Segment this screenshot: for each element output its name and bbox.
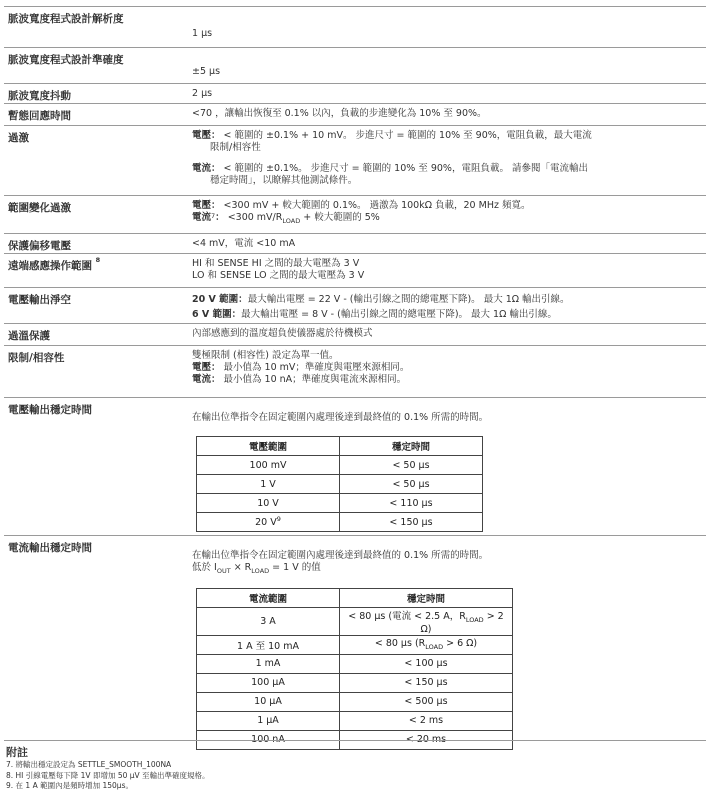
current-key: 電流： [192, 163, 221, 174]
current-text: <300 mV/R [224, 212, 283, 223]
load-subscript: LOAD [282, 216, 301, 225]
footnotes-title: 附註 [6, 746, 28, 759]
table-cell: < 500 µs [340, 692, 513, 711]
table-cell: < 150 µs [340, 513, 483, 532]
spec-row-pulse-width-jitter [4, 83, 706, 104]
current-text: < 範圍的 ±0.1%。 步進尺寸 = 範圍的 10% 至 90%，電阻負載。 請參閱「電流輸出 [220, 163, 588, 174]
spec-label [8, 258, 100, 273]
range-text: 最大輸出電壓 = 8 V - (輸出引線之間的總電壓下降)。 最大 1Ω 輸出引線。 [241, 309, 557, 320]
spec-label: 暫態回應時間 [8, 110, 71, 122]
table-row [197, 608, 513, 636]
cell-text: < 80 µs (R [374, 638, 426, 650]
spec-value [192, 200, 530, 227]
spec-value: 1 µs [192, 28, 213, 39]
range-key: 6 V 範圍： [192, 309, 242, 320]
table-cell: < 50 µs [340, 456, 483, 475]
voltage-text: < 範圍的 ±0.1% + 10 mV。 步進尺寸 = 範圍的 10% 至 90%，電阻負載，最大電流 [220, 130, 592, 141]
current-text: 最小值為 10 nA；準確度與電流來源相同。 [220, 374, 407, 385]
spec-value: 內部感應到的溫度超負使儀器處於待機模式 [192, 328, 373, 339]
spec-value [192, 258, 364, 282]
voltage-text-cont: 限制/相容性 [210, 142, 261, 153]
spec-label: 脈波寬度程式設計解析度 [8, 13, 124, 25]
table-row [197, 711, 513, 730]
footnote-item: 8. HI 引線電壓每下降 1V 即增加 50 µV 至輸出準確度規格。 [6, 770, 210, 780]
spec-row-pulse-width-accuracy [4, 47, 706, 84]
footnote-item: 7. 將輸出穩定設定為 SETTLE_SMOOTH_100NA [6, 760, 172, 769]
cell-text: > 6 Ω) [443, 638, 478, 650]
table-cell [197, 513, 340, 532]
voltage-key: 電壓： [192, 362, 221, 373]
spec-label: 過溫保護 [8, 330, 50, 342]
table-cell: 3 A [197, 608, 340, 636]
cond-text: = 1 V 的值 [269, 562, 321, 573]
footnote-ref: 7 [211, 212, 216, 220]
spec-label-text: 遠端感應操作範圍 [8, 260, 92, 272]
spec-row-voltage-headroom [4, 287, 706, 324]
spec-label: 電流輸出穩定時間 [8, 542, 92, 554]
table-cell [340, 608, 513, 636]
spec-value: <4 mV，電流 <10 mA [192, 238, 296, 249]
spec-value: <70 ，讓輸出恢復至 0.1% 以內，負載的步進變化為 10% 至 90%。 [192, 108, 487, 119]
footnote-ref: 8 [95, 256, 101, 264]
table-cell: 1 V [197, 475, 340, 494]
column-header: 穩定時間 [340, 589, 513, 608]
divider [4, 740, 706, 741]
spec-value [192, 130, 592, 187]
footnotes [6, 744, 210, 792]
table-cell [340, 635, 513, 654]
spec-line: 雙極限制 (相容性) 設定為單一值。 [192, 350, 339, 361]
spec-row-guard-offset [4, 233, 706, 254]
load-subscript: LOAD [425, 643, 444, 652]
footnote-item: 9. 在 1 A 範圍內是頻時增加 150µs。 [6, 781, 133, 790]
voltage-text: <300 mV + 較大範圍的 0.1%。 過激為 100kΩ 負載，20 MHz 頻寬。 [220, 200, 531, 211]
cell-text: > 2 Ω) [420, 611, 504, 635]
table-cell: < 50 µs [340, 475, 483, 494]
spec-value [192, 292, 570, 322]
table-cell: 1 mA [197, 654, 340, 673]
range-text: 最大輸出電壓 = 22 V - (輸出引線之間的總電壓下降)。 最大 1Ω 輸出引線。 [247, 294, 570, 305]
spec-row-overshoot [4, 125, 706, 196]
spec-row-range-change-overshoot [4, 195, 706, 234]
table-header-row [197, 589, 513, 608]
table-cell: 100 µA [197, 673, 340, 692]
column-header: 電壓範圍 [197, 437, 340, 456]
current-text-cont: 穩定時間」，以瞭解其他測試條件。 [210, 175, 358, 186]
table-cell: < 150 µs [340, 673, 513, 692]
cell-text: < 80 µs (電流 < 2.5 A，R [348, 611, 466, 622]
current-key: 電流 [192, 212, 212, 223]
spec-value: 2 µs [192, 88, 213, 99]
column-header: 電流範圍 [197, 589, 340, 608]
load-subscript: LOAD [251, 566, 270, 575]
table-row [197, 494, 483, 513]
spec-row-current-settling [4, 535, 706, 746]
spec-row-limit-compliance [4, 345, 706, 398]
table-row [197, 692, 513, 711]
spec-label: 範圍變化過激 [8, 202, 71, 214]
cond-text: 低於 I [192, 562, 217, 573]
footnote-ref: 9 [276, 514, 281, 523]
spec-label: 過激 [8, 132, 29, 144]
description-line: 在輸出位準指令在固定範圍內處理後達到最終值的 0.1% 所需的時間。 [192, 550, 489, 561]
current-key: 電流： [192, 374, 221, 385]
spec-value [192, 350, 409, 386]
table-header-row [197, 437, 483, 456]
settling-description: 在輸出位準指令在固定範圍內處理後達到最終值的 0.1% 所需的時間。 [192, 412, 489, 423]
table-row [197, 456, 483, 475]
spec-row-pulse-width-resolution [4, 6, 706, 51]
column-header: 穩定時間 [340, 437, 483, 456]
cell-text: 20 V [255, 516, 277, 528]
spec-label: 脈波寬度抖動 [8, 90, 71, 102]
table-row [197, 673, 513, 692]
cond-text: × R [230, 562, 252, 573]
table-row [197, 654, 513, 673]
spec-label: 保護偏移電壓 [8, 240, 71, 252]
spec-value: ±5 µs [192, 66, 221, 77]
range-key: 20 V 範圍： [192, 294, 248, 305]
table-row [197, 513, 483, 532]
table-cell: 1 µA [197, 711, 340, 730]
table-cell: 10 V [197, 494, 340, 513]
spec-row-remote-sense [4, 253, 706, 288]
spec-label: 電壓輸出淨空 [8, 294, 71, 306]
out-subscript: OUT [216, 566, 231, 575]
spec-row-voltage-settling [4, 397, 706, 536]
table-cell: < 100 µs [340, 654, 513, 673]
table-cell: 10 µA [197, 692, 340, 711]
condition-line [192, 562, 488, 577]
spec-label: 脈波寬度程式設計準確度 [8, 54, 124, 66]
voltage-key: 電壓： [192, 130, 221, 141]
voltage-text: 最小值為 10 mV；準確度與電壓來源相同。 [220, 362, 410, 373]
current-colon: ： [215, 212, 225, 223]
current-settling-table [196, 588, 513, 750]
spec-line: HI 和 SENSE HI 之間的最大電壓為 3 V [192, 258, 360, 269]
settling-description [192, 550, 488, 577]
table-cell: < 2 ms [340, 711, 513, 730]
table-cell: 1 A 至 10 mA [197, 635, 340, 654]
table-cell: 100 mV [197, 456, 340, 475]
load-subscript: LOAD [465, 615, 484, 624]
spec-label: 限制/相容性 [8, 352, 65, 364]
table-cell: 100 nA [197, 730, 340, 749]
spec-line: LO 和 SENSE LO 之間的最大電壓為 3 V [192, 270, 365, 281]
spec-row-transient-response [4, 103, 706, 126]
table-cell: < 110 µs [340, 494, 483, 513]
current-text-tail: + 較大範圍的 5% [300, 212, 380, 223]
table-row [197, 635, 513, 654]
voltage-key: 電壓： [192, 200, 221, 211]
table-cell: < 20 ms [340, 730, 513, 749]
spec-row-over-temperature [4, 323, 706, 346]
voltage-settling-table [196, 436, 483, 532]
table-row [197, 475, 483, 494]
spec-label: 電壓輸出穩定時間 [8, 404, 92, 416]
